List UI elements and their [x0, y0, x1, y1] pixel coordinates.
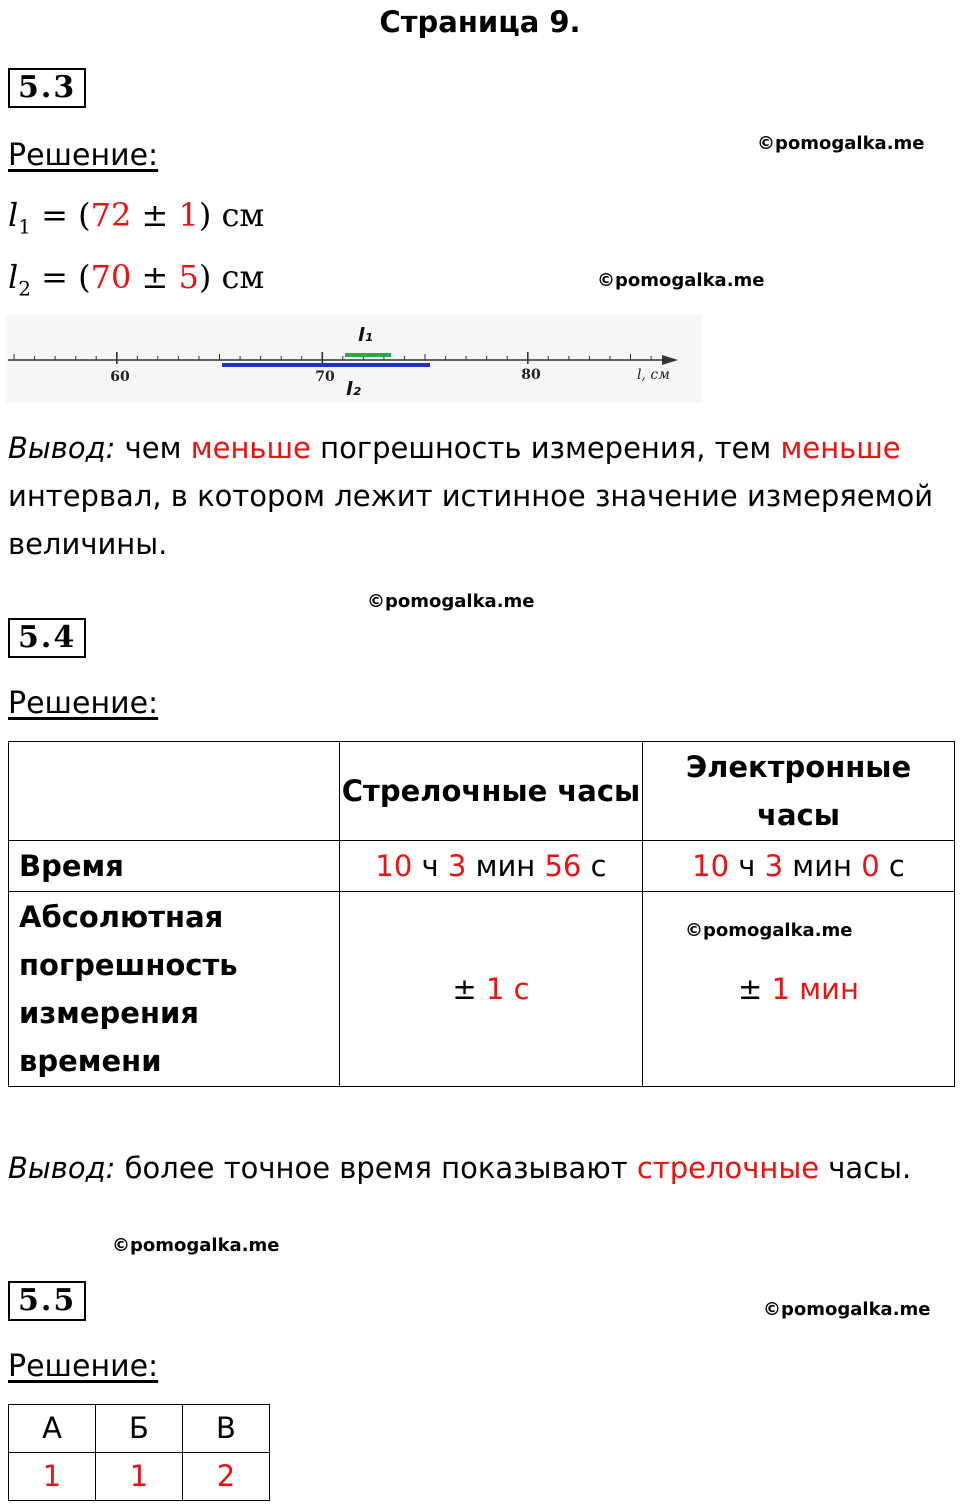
- formula-l1: [8, 194, 264, 247]
- tick-label-70: 70: [315, 369, 335, 385]
- unit-minutes: мин: [783, 849, 862, 883]
- watermark: ©pomogalka.me: [112, 1235, 280, 1256]
- plus-minus-sign: ±: [452, 972, 486, 1006]
- answer-value-a: 1: [9, 1453, 96, 1501]
- l2-eq: = (: [30, 258, 91, 296]
- table-corner-cell: [9, 742, 340, 841]
- l1-eq: = (: [30, 196, 91, 234]
- answer-header-a: А: [9, 1405, 96, 1453]
- table-row: [9, 841, 955, 892]
- conclusion-text: интервал, в котором лежит истинное значение измеряемой величины.: [8, 479, 934, 561]
- task-5-4-solution-label: Решение:: [8, 686, 159, 721]
- watermark: ©pomogalka.me: [367, 591, 535, 612]
- analog-error-value: [340, 892, 643, 1087]
- watermark: ©pomogalka.me: [757, 133, 925, 154]
- l2-interval-bar: [222, 363, 430, 367]
- unit-minutes: мин: [466, 849, 545, 883]
- ruler-diagram: [6, 315, 702, 403]
- row-label-error: [9, 892, 340, 1087]
- answer-value-v: 2: [183, 1453, 270, 1501]
- answer-value-row: [9, 1453, 270, 1501]
- unit-hours: ч: [729, 849, 765, 883]
- watermark: ©pomogalka.me: [597, 270, 765, 291]
- conclusion-text: более точное время показывают: [115, 1151, 637, 1185]
- l2-symbol: l: [8, 258, 19, 296]
- row-label-line: погрешность: [19, 948, 238, 982]
- row-label-line: времени: [19, 1044, 162, 1078]
- l1-symbol: l: [8, 196, 19, 234]
- analog-seconds: 56: [544, 849, 582, 883]
- conclusion-prefix: Вывод:: [8, 1151, 116, 1185]
- task-5-5-solution-label: Решение:: [8, 1349, 159, 1384]
- task-5-3-number: 5.3: [8, 68, 86, 108]
- task-5-5-number: 5.5: [8, 1281, 86, 1321]
- answer-header-b: Б: [96, 1405, 183, 1453]
- plus-minus-sign: ±: [738, 972, 772, 1006]
- axis-label: l, см: [637, 367, 670, 383]
- analog-error: 1 с: [485, 972, 530, 1006]
- conclusion-highlight: стрелочные: [636, 1151, 820, 1185]
- header-digital-clock: [643, 742, 955, 841]
- table-header-row: [9, 742, 955, 841]
- digital-time-value: [643, 841, 955, 892]
- answer-header-v: В: [183, 1405, 270, 1453]
- l2-subscript: 2: [18, 276, 31, 301]
- l1-subscript: 1: [18, 214, 31, 239]
- unit-hours: ч: [412, 849, 448, 883]
- page-title: Страница 9.: [379, 5, 581, 39]
- l1-label: l₁: [358, 324, 373, 346]
- row-label-time: Время: [9, 841, 340, 892]
- conclusion-5-4: [8, 1144, 953, 1192]
- table-row: [9, 892, 955, 1087]
- watermark: ©pomogalka.me: [685, 920, 853, 941]
- analog-minutes: 3: [447, 849, 467, 883]
- l1-unit: ) см: [198, 196, 265, 234]
- formula-l2: [8, 256, 264, 309]
- digital-seconds: 0: [861, 849, 880, 883]
- answer-table: [8, 1404, 270, 1501]
- conclusion-highlight: меньше: [780, 431, 901, 465]
- l1-error: 1: [178, 196, 199, 234]
- analog-hours: 10: [375, 849, 413, 883]
- answer-header-row: [9, 1405, 270, 1453]
- header-digital-line2: часы: [757, 798, 840, 832]
- conclusion-text: погрешность измерения, тем: [310, 431, 781, 465]
- row-label-line: Абсолютная: [19, 900, 224, 934]
- digital-minutes: 3: [764, 849, 784, 883]
- tick-label-80: 80: [521, 367, 541, 383]
- header-analog-clock: Стрелочные часы: [340, 742, 643, 841]
- l2-unit: ) см: [198, 258, 265, 296]
- conclusion-5-3: [8, 424, 953, 568]
- answer-value-b: 1: [96, 1453, 183, 1501]
- l1-interval-bar: [345, 353, 391, 357]
- header-digital-line1: Электронные: [685, 750, 912, 784]
- conclusion-text: чем: [115, 431, 191, 465]
- task-5-3-solution-label: Решение:: [8, 138, 159, 173]
- l2-label: l₂: [346, 378, 361, 400]
- unit-seconds: с: [879, 849, 905, 883]
- unit-seconds: с: [581, 849, 607, 883]
- digital-error: 1 мин: [771, 972, 859, 1006]
- row-label-line: измерения: [19, 996, 199, 1030]
- conclusion-highlight: меньше: [190, 431, 311, 465]
- l1-value: 72: [90, 196, 132, 234]
- tick-label-60: 60: [110, 369, 130, 385]
- l1-pm: ±: [131, 196, 179, 234]
- conclusion-text: часы.: [819, 1151, 912, 1185]
- conclusion-prefix: Вывод:: [8, 431, 116, 465]
- l2-value: 70: [90, 258, 132, 296]
- digital-error-value: [643, 892, 955, 1087]
- digital-hours: 10: [692, 849, 730, 883]
- l2-pm: ±: [131, 258, 179, 296]
- clock-comparison-table: [8, 741, 955, 1087]
- task-5-4-number: 5.4: [8, 618, 86, 658]
- l2-error: 5: [178, 258, 199, 296]
- analog-time-value: [340, 841, 643, 892]
- watermark: ©pomogalka.me: [763, 1299, 931, 1320]
